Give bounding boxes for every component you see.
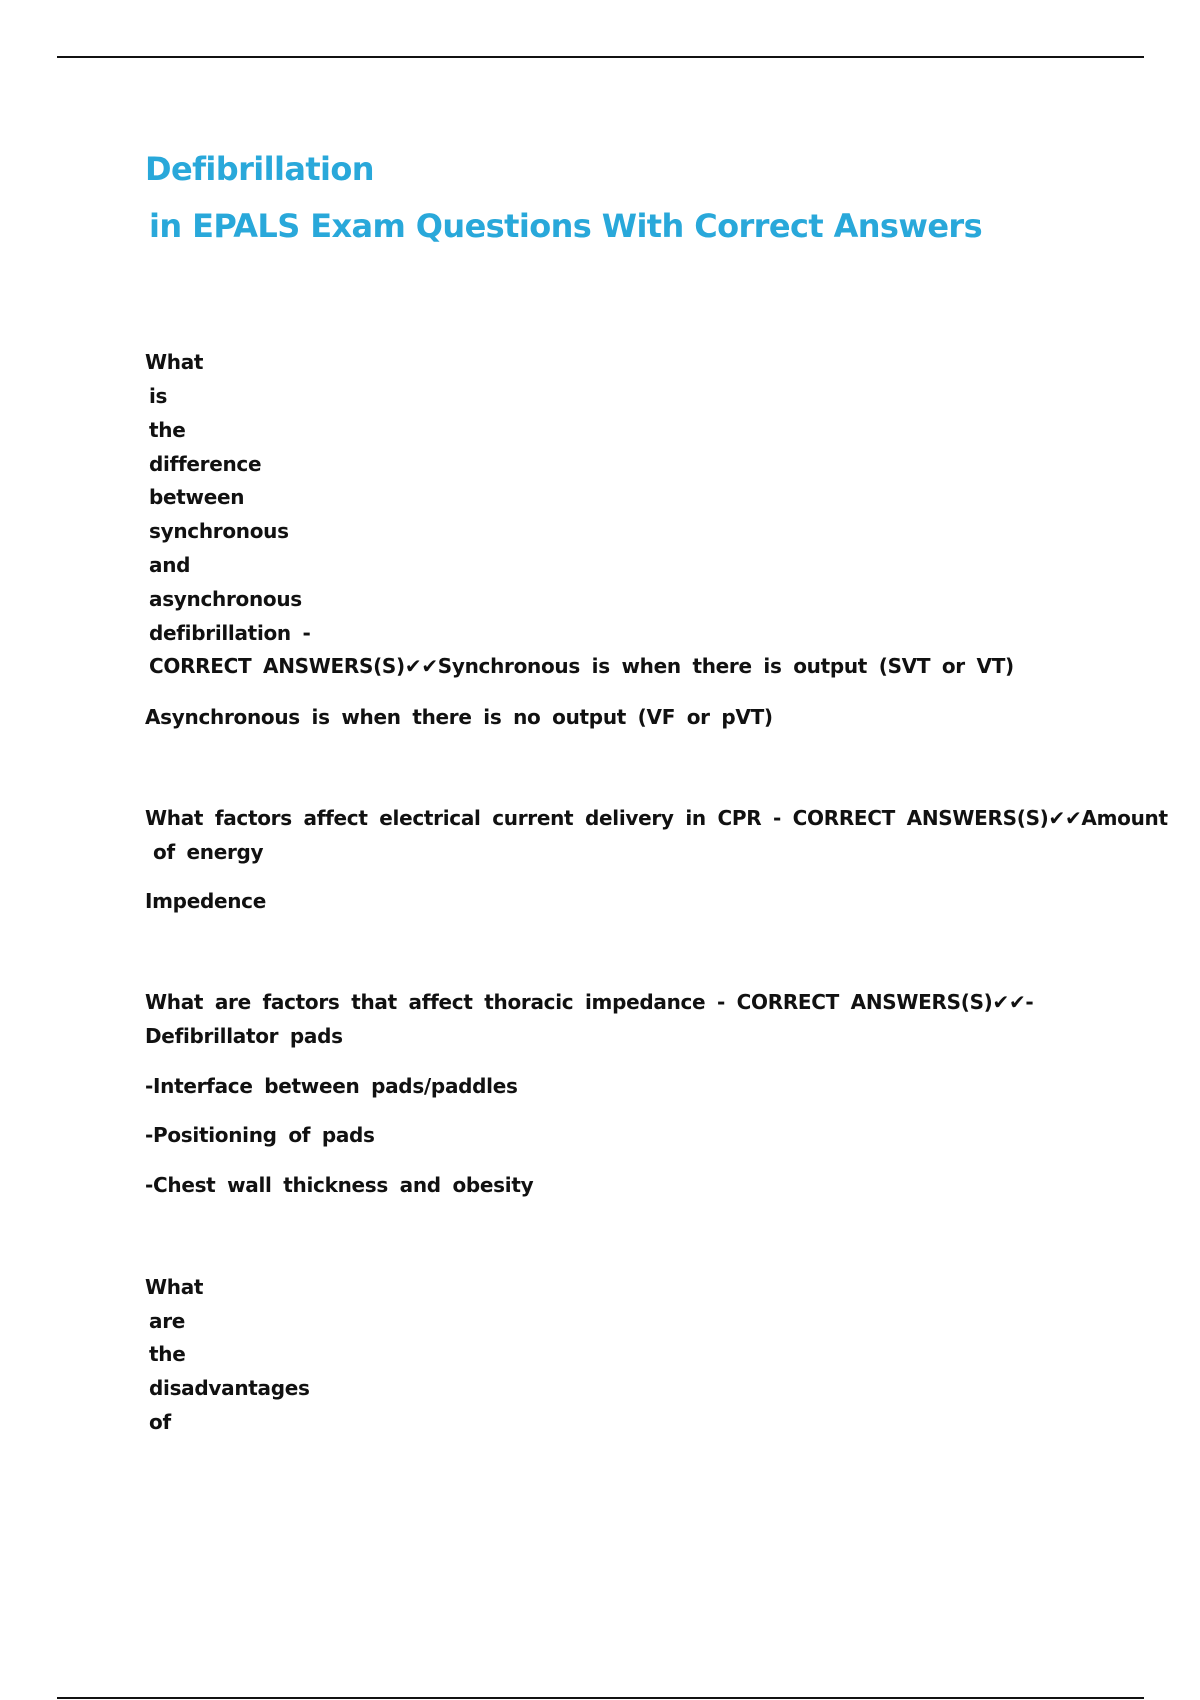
q4-word: of bbox=[149, 1410, 171, 1434]
q4-word: What bbox=[145, 1275, 204, 1299]
q3-answer-item: -Chest wall thickness and obesity bbox=[145, 1173, 534, 1197]
q3-answer-item: -Positioning of pads bbox=[145, 1123, 375, 1147]
q1-word: asynchronous bbox=[149, 587, 302, 611]
q2-question-line: of energy bbox=[153, 840, 264, 864]
q1-word: What bbox=[145, 350, 204, 374]
q1-word: difference bbox=[149, 452, 262, 476]
q2-answer-extra: Impedence bbox=[145, 889, 267, 913]
footer-rule bbox=[57, 1697, 1144, 1699]
q3-answer-line: Defibrillator pads bbox=[145, 1024, 343, 1048]
q1-word: synchronous bbox=[149, 519, 289, 543]
q4-word: disadvantages bbox=[149, 1376, 310, 1400]
document-title-line-1: Defibrillation bbox=[145, 150, 374, 188]
q1-answer-extra: Asynchronous is when there is no output (VF or pVT) bbox=[145, 705, 773, 729]
q3-question-line: What are factors that affect thoracic impedance - CORRECT ANSWERS(S)✔✔- bbox=[145, 990, 1034, 1014]
q2-question-line: What factors affect electrical current delivery in CPR - CORRECT ANSWERS(S)✔✔Amount bbox=[145, 806, 1168, 830]
q1-answer: CORRECT ANSWERS(S)✔✔Synchronous is when there is output (SVT or VT) bbox=[149, 654, 1014, 678]
q4-word: the bbox=[149, 1342, 186, 1366]
q1-word: the bbox=[149, 418, 186, 442]
q1-word: is bbox=[149, 384, 168, 408]
q1-word: defibrillation - bbox=[149, 621, 311, 645]
document-title-line-2: in EPALS Exam Questions With Correct Answers bbox=[149, 207, 983, 245]
q4-word: are bbox=[149, 1309, 186, 1333]
header-rule bbox=[57, 56, 1144, 58]
q1-word: between bbox=[149, 485, 245, 509]
q1-word: and bbox=[149, 553, 191, 577]
q3-answer-item: -Interface between pads/paddles bbox=[145, 1074, 518, 1098]
